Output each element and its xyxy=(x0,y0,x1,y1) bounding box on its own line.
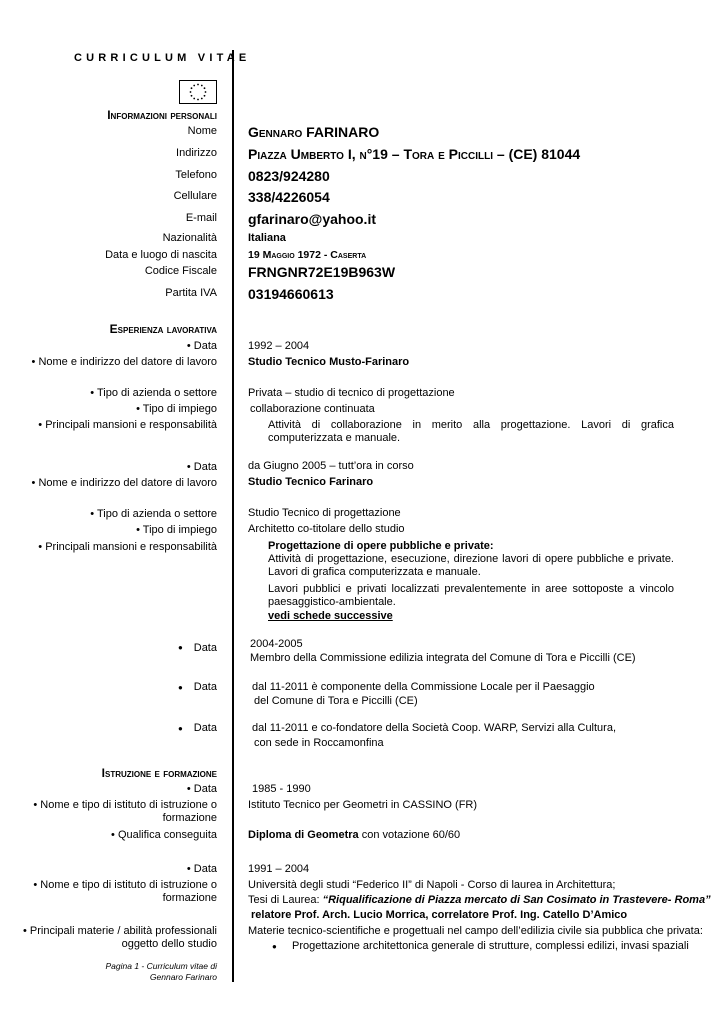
edu2-materie: Materie tecnico-scientifiche e progettuali nel campo dell’edilizia civile sia pubblica che privata: xyxy=(248,925,703,937)
extra2-label: Data xyxy=(193,681,217,693)
label-istituto: • Nome e tipo di istituto di istruzione o formazione xyxy=(33,799,217,824)
job1-tipo-impiego: collaborazione continuata xyxy=(250,403,375,415)
label-email: E-mail xyxy=(185,212,217,224)
extra1-line2: Membro della Commissione edilizia integrata del Comune di Tora e Piccilli (CE) xyxy=(250,652,636,664)
job2-tipo-impiego: Architetto co-titolare dello studio xyxy=(248,523,405,535)
column-divider xyxy=(232,50,234,982)
edu1-istituto: Istituto Tecnico per Geometri in CASSINO (FR) xyxy=(248,799,478,811)
value-partita-iva: 03194660613 xyxy=(248,286,334,302)
eu-flag-icon xyxy=(179,80,217,104)
job1-datore: Studio Tecnico Musto-Farinaro xyxy=(248,356,410,368)
extra2-line2: del Comune di Tora e Piccilli (CE) xyxy=(254,695,418,707)
label-nome: Nome xyxy=(187,125,217,137)
label-mansioni: • Principali mansioni e responsabilità xyxy=(38,419,217,431)
value-cellulare: 338/4226054 xyxy=(248,189,330,205)
label-datore: • Nome e indirizzo del datore di lavoro xyxy=(31,477,217,489)
value-telefono: 0823/924280 xyxy=(248,168,330,184)
edu1-data: 1985 - 1990 xyxy=(252,783,311,795)
bullet-icon: ● xyxy=(178,724,183,733)
edu2-tesi xyxy=(248,894,711,907)
label-data: • Data xyxy=(186,783,217,795)
label-nascita: Data e luogo di nascita xyxy=(105,249,217,261)
extra1-line1: 2004-2005 xyxy=(250,638,303,650)
job1-data: 1992 – 2004 xyxy=(248,340,310,352)
value-nome: Gennaro FARINARO xyxy=(248,124,380,140)
section-work: Esperienza lavorativa xyxy=(109,322,217,336)
job2-tipo-azienda: Studio Tecnico di progettazione xyxy=(248,507,401,519)
edu1-qualifica xyxy=(248,829,460,842)
edu2-tesi-prefix: Tesi di Laurea: xyxy=(248,894,323,906)
label-istituto: • Nome e tipo di istituto di istruzione o formazione xyxy=(33,879,217,904)
job2-data: da Giugno 2005 – tutt’ora in corso xyxy=(248,460,414,472)
extra2-line1: dal 11-2011 è componente della Commissione Locale per il Paesaggio xyxy=(252,681,595,693)
job1-mansioni: Attività di collaborazione in merito alla progettazione. Lavori di grafica computerizzata e manuale. xyxy=(268,419,674,444)
edu2-materie-bullet: Progettazione architettonica generale di strutture, complessi edilizi, invasi spaziali xyxy=(292,940,689,952)
value-codice-fiscale: FRNGNR72E19B963W xyxy=(248,264,396,280)
value-indirizzo: Piazza Umberto I, n°19 – Tora e Piccilli – (CE) 81044 xyxy=(248,146,581,162)
label-tipo-impiego: • Tipo di impiego xyxy=(136,524,217,536)
label-cellulare: Cellulare xyxy=(173,190,217,202)
section-personal: Informazioni personali xyxy=(107,108,217,122)
label-tipo-impiego: • Tipo di impiego xyxy=(136,403,217,415)
label-datore: • Nome e indirizzo del datore di lavoro xyxy=(31,356,217,368)
label-materie: • Principali materie / abilità professionali oggetto dello studio xyxy=(23,925,217,950)
extra1-label: Data xyxy=(193,642,217,654)
job2-mansioni-title: Progettazione di opere pubbliche e private: xyxy=(268,540,494,552)
edu2-istituto: Università degli studi “Federico II” di Napoli - Corso di laurea in Architettura; xyxy=(248,879,616,891)
label-indirizzo: Indirizzo xyxy=(176,147,217,159)
edu2-relatore: relatore Prof. Arch. Lucio Morrica, correlatore Prof. Ing. Catello D’Amico xyxy=(251,909,628,921)
label-partita-iva: Partita IVA xyxy=(165,287,217,299)
label-data: • Data xyxy=(186,461,217,473)
section-education: Istruzione e formazione xyxy=(101,766,217,780)
label-data: • Data xyxy=(186,340,217,352)
label-telefono: Telefono xyxy=(175,169,217,181)
edu1-qualifica-voto: con votazione 60/60 xyxy=(358,829,461,841)
job2-vedi-schede-link[interactable]: vedi schede successive xyxy=(268,610,393,622)
label-qualifica: • Qualifica conseguita xyxy=(111,829,217,841)
label-nazionalita: Nazionalità xyxy=(162,232,217,244)
job2-mansioni-1: Attività di progettazione, esecuzione, direzione lavori di opere pubbliche e private. Lavori di grafica computerizzata e manuale. xyxy=(268,553,674,578)
label-mansioni: • Principali mansioni e responsabilità xyxy=(38,541,217,553)
label-tipo-azienda: • Tipo di azienda o settore xyxy=(90,508,217,520)
extra3-line2: con sede in Roccamonfina xyxy=(254,737,384,749)
value-nascita: 19 Maggio 1972 - Caserta xyxy=(248,249,367,261)
edu2-data: 1991 – 2004 xyxy=(248,863,310,875)
job2-mansioni-2: Lavori pubblici e privati localizzati prevalentemente in aree sottoposte a vincolo paesaggistico-ambientale. xyxy=(268,583,674,608)
value-nazionalita: Italiana xyxy=(248,232,286,244)
edu2-tesi-title: “Riqualificazione di Piazza mercato di San Cosimato in Trastevere- Roma” xyxy=(322,894,711,906)
footer-line1: Pagina 1 - Curriculum vitae di xyxy=(105,961,217,971)
bullet-icon: ● xyxy=(178,643,183,652)
edu1-qualifica-title: Diploma di Geometra xyxy=(248,829,359,841)
label-codice-fiscale: Codice Fiscale xyxy=(144,265,217,277)
footer-line2: Gennaro Farinaro xyxy=(149,972,217,982)
page-footer xyxy=(106,961,218,983)
label-data: • Data xyxy=(186,863,217,875)
extra3-label: Data xyxy=(193,722,217,734)
extra3-line1: dal 11-2011 e co-fondatore della Società Coop. WARP, Servizi alla Cultura, xyxy=(252,722,617,734)
label-tipo-azienda: • Tipo di azienda o settore xyxy=(90,387,217,399)
bullet-icon: ● xyxy=(272,942,277,951)
job1-tipo-azienda: Privata – studio di tecnico di progettazione xyxy=(248,387,455,399)
bullet-icon: ● xyxy=(178,683,183,692)
job2-datore: Studio Tecnico Farinaro xyxy=(248,476,374,488)
value-email[interactable]: gfarinaro@yahoo.it xyxy=(248,211,376,227)
document-title: CURRICULUM VITAE xyxy=(74,52,251,64)
